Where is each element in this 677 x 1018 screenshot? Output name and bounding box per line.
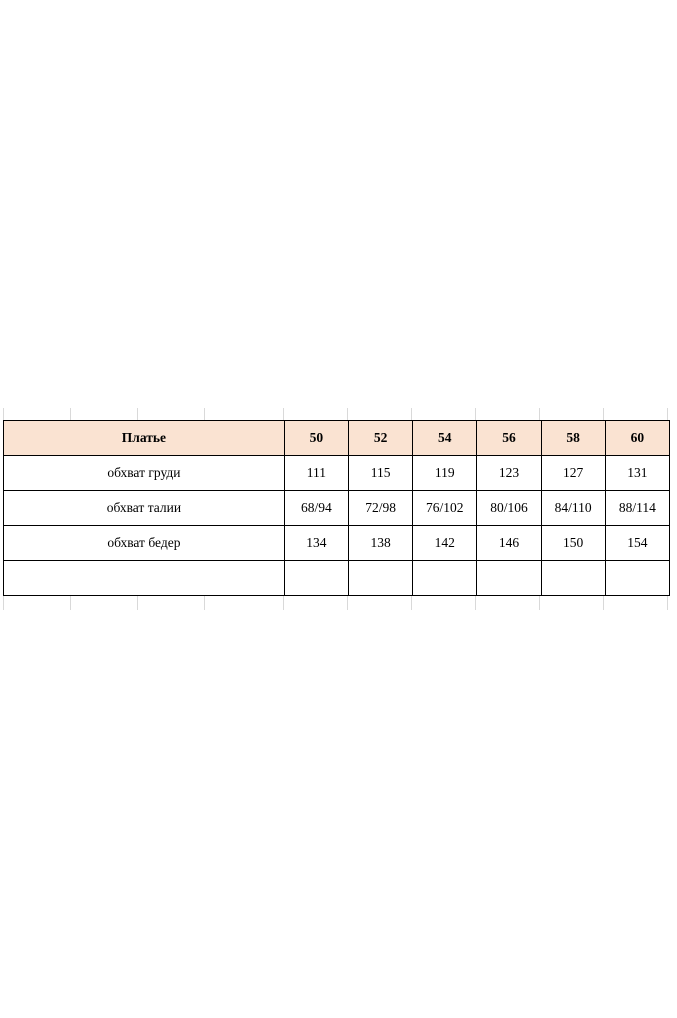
gridline-tick xyxy=(3,596,4,610)
cell-bust-52: 115 xyxy=(349,456,413,491)
gridline-tick xyxy=(347,596,348,610)
gridline-tick xyxy=(475,596,476,610)
row-label-empty xyxy=(4,561,285,596)
table-header-row xyxy=(4,421,670,456)
cell-empty-60 xyxy=(605,561,669,596)
cell-hips-60: 154 xyxy=(605,526,669,561)
cell-waist-54: 76/102 xyxy=(413,491,477,526)
gridline-tick xyxy=(204,596,205,610)
table-row xyxy=(4,456,670,491)
cell-waist-60: 88/114 xyxy=(605,491,669,526)
cell-bust-56: 123 xyxy=(477,456,541,491)
gridline-tick xyxy=(283,596,284,610)
cell-bust-54: 119 xyxy=(413,456,477,491)
cell-empty-56 xyxy=(477,561,541,596)
cell-hips-50: 134 xyxy=(284,526,348,561)
gridline-tick xyxy=(667,596,668,610)
gridline-tick xyxy=(539,596,540,610)
cell-waist-58: 84/110 xyxy=(541,491,605,526)
cell-bust-50: 111 xyxy=(284,456,348,491)
header-size-56: 56 xyxy=(477,421,541,456)
gridline-tick xyxy=(137,596,138,610)
cell-hips-52: 138 xyxy=(349,526,413,561)
cell-empty-58 xyxy=(541,561,605,596)
cell-bust-58: 127 xyxy=(541,456,605,491)
cell-hips-58: 150 xyxy=(541,526,605,561)
header-size-60: 60 xyxy=(605,421,669,456)
cell-hips-54: 142 xyxy=(413,526,477,561)
cell-empty-50 xyxy=(284,561,348,596)
cell-bust-60: 131 xyxy=(605,456,669,491)
cell-waist-56: 80/106 xyxy=(477,491,541,526)
table-body xyxy=(4,456,670,596)
header-size-52: 52 xyxy=(349,421,413,456)
table-row xyxy=(4,526,670,561)
header-size-54: 54 xyxy=(413,421,477,456)
table-row xyxy=(4,491,670,526)
cell-waist-52: 72/98 xyxy=(349,491,413,526)
gridline-tick xyxy=(603,596,604,610)
size-chart-table-wrapper xyxy=(3,420,670,596)
header-product-label: Платье xyxy=(4,421,285,456)
size-chart-table xyxy=(3,420,670,596)
row-label-bust: обхват груди xyxy=(4,456,285,491)
cell-waist-50: 68/94 xyxy=(284,491,348,526)
gridline-tick xyxy=(70,596,71,610)
header-size-50: 50 xyxy=(284,421,348,456)
table-row xyxy=(4,561,670,596)
table-header xyxy=(4,421,670,456)
header-size-58: 58 xyxy=(541,421,605,456)
row-label-hips: обхват бедер xyxy=(4,526,285,561)
row-label-waist: обхват талии xyxy=(4,491,285,526)
cell-hips-56: 146 xyxy=(477,526,541,561)
cell-empty-54 xyxy=(413,561,477,596)
cell-empty-52 xyxy=(349,561,413,596)
gridline-tick xyxy=(411,596,412,610)
